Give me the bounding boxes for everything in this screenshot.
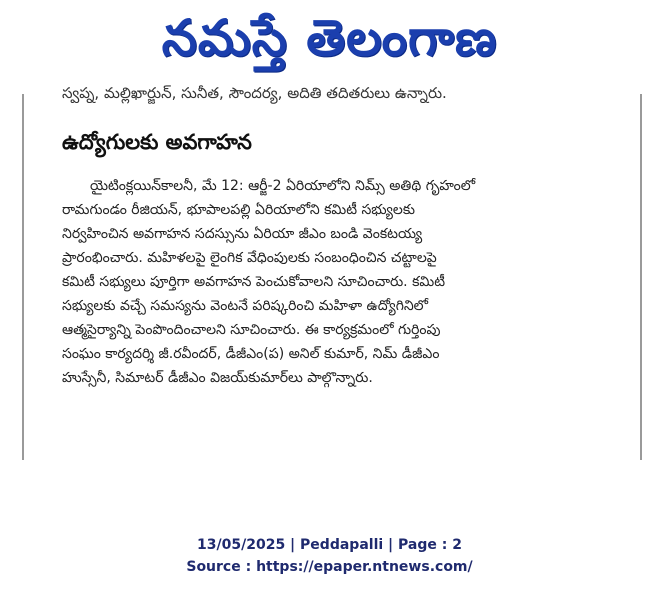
article-body-line: హుస్సేనీ, సిమాటర్ డీజీఎం విజయ్‌కుమార్‌లు పాల్గొన్నారు.: [62, 370, 373, 386]
date-edition-page-line: 13/05/2025 | Peddapalli | Page : 2: [197, 537, 462, 553]
newspaper-masthead: నమస్తే తెలంగాణ: [161, 9, 498, 67]
article-body: [62, 174, 652, 390]
article-body-line: నిర్వహించిన అవగాహన సదస్సును ఏరియా జీఎం బండి వెంకటయ్య: [62, 226, 423, 242]
article-body-line: కమిటీ సభ్యులు పూర్తిగా అవగాహన పెంచుకోవాలని సూచించారు. కమిటీ: [62, 274, 446, 290]
article-body-line: యైటింక్లయిన్‌కాలనీ, మే 12: ఆర్జీ-2 ఏరియాలోని నిమ్స్ అతిథి గృహంలో: [90, 178, 476, 194]
article-body-line: సంఘం కార్యదర్శి జీ.రవీందర్, డీజీఎం(ప) అనిల్ కుమార్, నిమ్ డీజీఎం: [62, 346, 440, 362]
source-url-line: Source : https://epaper.ntnews.com/: [186, 559, 473, 575]
article-body-line: ఆత్మసైర్యాన్ని పెంపొందించాలని సూచించారు. ఈ కార్యక్రమంలో గుర్తింపు: [62, 322, 441, 338]
news-clipping: [22, 84, 642, 460]
article-headline: ఉద్యోగులకు అవగాహన: [62, 130, 252, 154]
article-body-line: ప్రారంభించారు. మహిళలపై లైంగిక వేధింపులకు సంబంధించిన చట్టాలపై: [62, 250, 437, 266]
article-body-line: సభ్యులకు వచ్చే సమస్యను వెంటనే పరిష్కరించి మహిళా ఉద్యోగినిలో: [62, 298, 429, 314]
article-body-line: రామగుండం రీజియన్, భూపాలపల్లి ఏరియాలోని కమిటీ సభ్యులకు: [62, 202, 415, 218]
source-footer: [0, 534, 659, 578]
previous-article-cut-line: స్వప్న, మల్లిఖార్జున్, సునీత, సౌందర్య, అదితి తదితరులు ఉన్నారు.: [62, 84, 447, 102]
